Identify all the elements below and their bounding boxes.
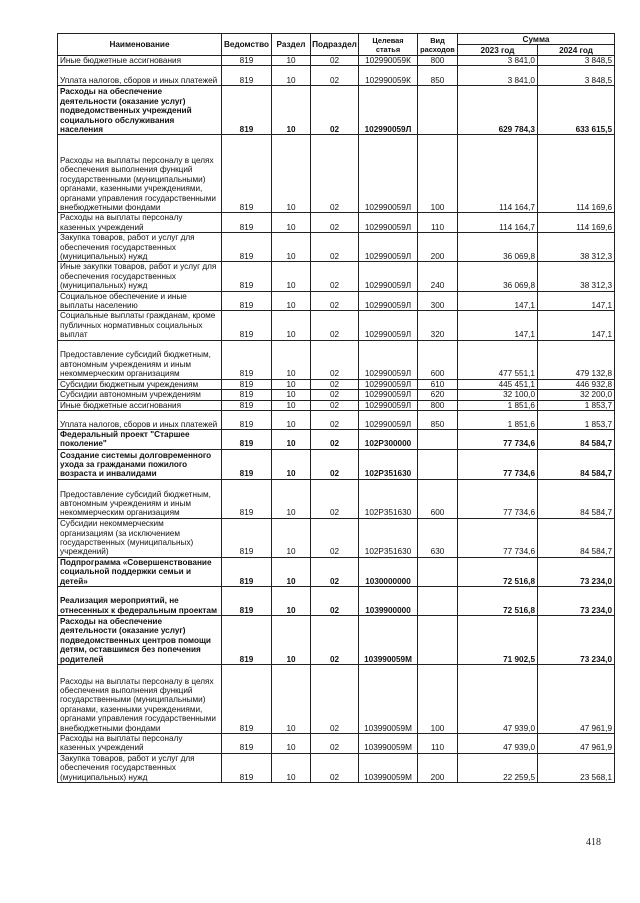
row-amount-2023: 114 164,7 — [458, 135, 538, 213]
row-name: Субсидии автономным учреждениям — [58, 390, 222, 400]
row-subsection: 02 — [311, 390, 359, 400]
table-row — [58, 664, 615, 733]
row-amount-2024: 84 584,7 — [538, 429, 615, 449]
table-row — [58, 66, 615, 86]
row-target: 103990059М — [359, 615, 418, 664]
row-name: Расходы на выплаты персоналу в целях обеспечения выполнения функций государственными (муниципальными) органами, казенными учреждениями, органами управления государственными внебюджетными фондами — [58, 664, 222, 733]
row-subsection: 02 — [311, 449, 359, 479]
row-amount-2023: 36 069,8 — [458, 262, 538, 291]
table-row — [58, 586, 615, 615]
row-amount-2024: 23 568,1 — [538, 753, 615, 782]
table-row — [58, 518, 615, 557]
row-expense-type: 200 — [418, 753, 458, 782]
row-expense-type: 110 — [418, 213, 458, 233]
row-amount-2023: 3 841,0 — [458, 56, 538, 66]
row-expense-type: 600 — [418, 340, 458, 379]
row-amount-2023: 114 164,7 — [458, 213, 538, 233]
row-expense-type — [418, 86, 458, 135]
row-expense-type — [418, 429, 458, 449]
row-name: Субсидии некоммерческим организациям (за исключением государственных (муниципальных) учреждений) — [58, 518, 222, 557]
row-target: 102990059Л — [359, 379, 418, 389]
row-section: 10 — [272, 66, 311, 86]
row-expense-type: 850 — [418, 66, 458, 86]
row-name: Реализация мероприятий, не отнесенных к федеральным проектам — [58, 586, 222, 615]
row-subsection: 02 — [311, 518, 359, 557]
row-name: Закупка товаров, работ и услуг для обеспечения государственных (муниципальных) нужд — [58, 753, 222, 782]
row-section: 10 — [272, 753, 311, 782]
row-amount-2024: 38 312,3 — [538, 233, 615, 262]
row-name: Иные закупки товаров, работ и услуг для обеспечения государственных (муниципальных) нужд — [58, 262, 222, 291]
header-amount: Сумма — [458, 34, 615, 45]
row-expense-type: 850 — [418, 410, 458, 429]
table-row — [58, 135, 615, 213]
table-row — [58, 429, 615, 449]
row-amount-2024: 73 234,0 — [538, 557, 615, 586]
row-department: 819 — [222, 518, 272, 557]
row-amount-2023: 72 516,8 — [458, 586, 538, 615]
row-name: Иные бюджетные ассигнования — [58, 56, 222, 66]
row-amount-2023: 77 734,6 — [458, 429, 538, 449]
budget-table — [57, 33, 615, 783]
row-amount-2023: 36 069,8 — [458, 233, 538, 262]
row-department: 819 — [222, 213, 272, 233]
row-name: Расходы на выплаты персоналу в целях обеспечения выполнения функций государственными (муниципальными) органами, казенными учреждениями, органами управления государственными внебюджетными фондами — [58, 135, 222, 213]
table-row — [58, 340, 615, 379]
row-target: 103990059М — [359, 753, 418, 782]
row-expense-type: 630 — [418, 518, 458, 557]
row-target: 102990059Л — [359, 86, 418, 135]
row-amount-2023: 3 841,0 — [458, 66, 538, 86]
row-expense-type: 240 — [418, 262, 458, 291]
table-row — [58, 262, 615, 291]
row-subsection: 02 — [311, 664, 359, 733]
row-section: 10 — [272, 379, 311, 389]
row-target: 102P351630 — [359, 518, 418, 557]
table-row — [58, 615, 615, 664]
row-expense-type: 200 — [418, 233, 458, 262]
table-row — [58, 390, 615, 400]
row-subsection: 02 — [311, 753, 359, 782]
table-row — [58, 733, 615, 753]
row-department: 819 — [222, 733, 272, 753]
table-row — [58, 213, 615, 233]
row-name: Федеральный проект "Старшее поколение" — [58, 429, 222, 449]
row-amount-2023: 77 734,6 — [458, 479, 538, 518]
row-section: 10 — [272, 586, 311, 615]
row-amount-2023: 77 734,6 — [458, 518, 538, 557]
table-body — [58, 56, 615, 783]
row-expense-type: 100 — [418, 135, 458, 213]
row-subsection: 02 — [311, 213, 359, 233]
row-amount-2024: 73 234,0 — [538, 586, 615, 615]
row-subsection: 02 — [311, 379, 359, 389]
header-target: Целевая статья — [359, 34, 418, 56]
row-amount-2024: 73 234,0 — [538, 615, 615, 664]
row-section: 10 — [272, 262, 311, 291]
row-target: 102990059Л — [359, 262, 418, 291]
table-row — [58, 311, 615, 340]
row-expense-type: 800 — [418, 56, 458, 66]
row-section: 10 — [272, 311, 311, 340]
row-target: 102990059Л — [359, 311, 418, 340]
row-name: Предоставление субсидий бюджетным, автономным учреждениям и иным некоммерческим организациям — [58, 340, 222, 379]
row-department: 819 — [222, 66, 272, 86]
row-expense-type: 800 — [418, 400, 458, 410]
row-expense-type: 300 — [418, 291, 458, 311]
row-subsection: 02 — [311, 615, 359, 664]
row-name: Иные бюджетные ассигнования — [58, 400, 222, 410]
row-target: 1030000000 — [359, 557, 418, 586]
page-number: 418 — [586, 837, 601, 848]
row-name: Субсидии бюджетным учреждениям — [58, 379, 222, 389]
row-subsection: 02 — [311, 135, 359, 213]
row-target: 102990059Л — [359, 340, 418, 379]
row-expense-type: 100 — [418, 664, 458, 733]
row-amount-2024: 446 932,8 — [538, 379, 615, 389]
row-target: 102990059Л — [359, 390, 418, 400]
row-target: 103990059М — [359, 664, 418, 733]
row-subsection: 02 — [311, 586, 359, 615]
row-subsection: 02 — [311, 86, 359, 135]
table-row — [58, 56, 615, 66]
table-row — [58, 400, 615, 410]
row-section: 10 — [272, 410, 311, 429]
row-amount-2023: 147,1 — [458, 311, 538, 340]
row-subsection: 02 — [311, 291, 359, 311]
row-section: 10 — [272, 557, 311, 586]
row-expense-type — [418, 615, 458, 664]
row-department: 819 — [222, 135, 272, 213]
row-section: 10 — [272, 390, 311, 400]
row-section: 10 — [272, 56, 311, 66]
row-department: 819 — [222, 410, 272, 429]
row-target: 102P351630 — [359, 479, 418, 518]
row-name: Предоставление субсидий бюджетным, автономным учреждениям и иным некоммерческим организациям — [58, 479, 222, 518]
row-target: 102P351630 — [359, 449, 418, 479]
row-section: 10 — [272, 86, 311, 135]
row-section: 10 — [272, 429, 311, 449]
row-section: 10 — [272, 233, 311, 262]
table-row — [58, 291, 615, 311]
table-header — [58, 34, 615, 56]
row-name: Расходы на обеспечение деятельности (оказание услуг) подведомственных центров помощи детям, оставшимся без попечения родителей — [58, 615, 222, 664]
row-target: 102P300000 — [359, 429, 418, 449]
row-expense-type — [418, 586, 458, 615]
row-department: 819 — [222, 379, 272, 389]
row-target: 102990059К — [359, 66, 418, 86]
table-row — [58, 753, 615, 782]
row-amount-2023: 72 516,8 — [458, 557, 538, 586]
table-row — [58, 86, 615, 135]
row-amount-2024: 1 853,7 — [538, 400, 615, 410]
row-section: 10 — [272, 340, 311, 379]
row-subsection: 02 — [311, 262, 359, 291]
header-subsection: Подраздел — [311, 34, 359, 56]
row-expense-type: 320 — [418, 311, 458, 340]
row-department: 819 — [222, 86, 272, 135]
row-amount-2024: 84 584,7 — [538, 518, 615, 557]
row-amount-2024: 3 848,5 — [538, 56, 615, 66]
row-department: 819 — [222, 56, 272, 66]
row-expense-type: 620 — [418, 390, 458, 400]
row-amount-2024: 84 584,7 — [538, 449, 615, 479]
row-subsection: 02 — [311, 66, 359, 86]
row-section: 10 — [272, 733, 311, 753]
row-amount-2023: 47 939,0 — [458, 733, 538, 753]
row-amount-2023: 47 939,0 — [458, 664, 538, 733]
row-amount-2024: 114 169,6 — [538, 213, 615, 233]
row-amount-2024: 38 312,3 — [538, 262, 615, 291]
row-target: 102990059Л — [359, 213, 418, 233]
row-expense-type — [418, 449, 458, 479]
row-department: 819 — [222, 586, 272, 615]
table-row — [58, 379, 615, 389]
row-name: Создание системы долговременного ухода за гражданами пожилого возраста и инвалидами — [58, 449, 222, 479]
row-target: 102990059Л — [359, 400, 418, 410]
row-target: 102990059Л — [359, 135, 418, 213]
row-amount-2024: 114 169,6 — [538, 135, 615, 213]
row-subsection: 02 — [311, 233, 359, 262]
row-subsection: 02 — [311, 340, 359, 379]
row-section: 10 — [272, 664, 311, 733]
row-department: 819 — [222, 429, 272, 449]
row-target: 102990059Л — [359, 291, 418, 311]
row-department: 819 — [222, 340, 272, 379]
row-target: 102990059К — [359, 56, 418, 66]
row-name: Уплата налогов, сборов и иных платежей — [58, 66, 222, 86]
row-name: Социальные выплаты гражданам, кроме публичных нормативных социальных выплат — [58, 311, 222, 340]
table-row — [58, 449, 615, 479]
table-row — [58, 233, 615, 262]
row-name: Уплата налогов, сборов и иных платежей — [58, 410, 222, 429]
row-target: 102990059Л — [359, 233, 418, 262]
row-expense-type: 600 — [418, 479, 458, 518]
row-subsection: 02 — [311, 311, 359, 340]
row-name: Расходы на выплаты персоналу казенных учреждений — [58, 733, 222, 753]
row-amount-2024: 3 848,5 — [538, 66, 615, 86]
row-department: 819 — [222, 664, 272, 733]
row-department: 819 — [222, 311, 272, 340]
row-section: 10 — [272, 615, 311, 664]
row-amount-2023: 32 100,0 — [458, 390, 538, 400]
row-section: 10 — [272, 449, 311, 479]
row-name: Расходы на выплаты персоналу казенных учреждений — [58, 213, 222, 233]
header-department: Ведомство — [222, 34, 272, 56]
header-name: Наименование — [58, 34, 222, 56]
row-name: Расходы на обеспечение деятельности (оказание услуг) подведомственных учреждений социального обслуживания населения — [58, 86, 222, 135]
row-amount-2023: 477 551,1 — [458, 340, 538, 379]
row-department: 819 — [222, 753, 272, 782]
row-expense-type: 110 — [418, 733, 458, 753]
row-section: 10 — [272, 213, 311, 233]
row-amount-2023: 77 734,6 — [458, 449, 538, 479]
row-amount-2023: 445 451,1 — [458, 379, 538, 389]
row-expense-type: 610 — [418, 379, 458, 389]
row-amount-2023: 22 259,5 — [458, 753, 538, 782]
row-section: 10 — [272, 291, 311, 311]
row-amount-2023: 1 851,6 — [458, 410, 538, 429]
row-amount-2023: 1 851,6 — [458, 400, 538, 410]
row-amount-2024: 147,1 — [538, 291, 615, 311]
header-year-2023: 2023 год — [458, 45, 538, 56]
table-row — [58, 410, 615, 429]
row-subsection: 02 — [311, 56, 359, 66]
header-expense-type: Вид расходов — [418, 34, 458, 56]
row-amount-2023: 71 902,5 — [458, 615, 538, 664]
row-section: 10 — [272, 135, 311, 213]
row-department: 819 — [222, 400, 272, 410]
row-department: 819 — [222, 291, 272, 311]
row-name: Социальное обеспечение и иные выплаты населению — [58, 291, 222, 311]
row-department: 819 — [222, 479, 272, 518]
row-amount-2023: 629 784,3 — [458, 86, 538, 135]
row-amount-2024: 47 961,9 — [538, 664, 615, 733]
table-row — [58, 557, 615, 586]
header-year-2024: 2024 год — [538, 45, 615, 56]
row-target: 1039900000 — [359, 586, 418, 615]
row-target: 103990059М — [359, 733, 418, 753]
row-amount-2024: 84 584,7 — [538, 479, 615, 518]
row-department: 819 — [222, 449, 272, 479]
row-subsection: 02 — [311, 429, 359, 449]
row-target: 102990059Л — [359, 410, 418, 429]
row-amount-2024: 479 132,8 — [538, 340, 615, 379]
row-department: 819 — [222, 262, 272, 291]
row-amount-2024: 1 853,7 — [538, 410, 615, 429]
table-row — [58, 479, 615, 518]
row-amount-2024: 32 200,0 — [538, 390, 615, 400]
row-subsection: 02 — [311, 410, 359, 429]
row-name: Закупка товаров, работ и услуг для обеспечения государственных (муниципальных) нужд — [58, 233, 222, 262]
row-subsection: 02 — [311, 733, 359, 753]
row-section: 10 — [272, 479, 311, 518]
row-amount-2024: 47 961,9 — [538, 733, 615, 753]
row-amount-2024: 147,1 — [538, 311, 615, 340]
row-expense-type — [418, 557, 458, 586]
row-department: 819 — [222, 390, 272, 400]
row-department: 819 — [222, 233, 272, 262]
row-section: 10 — [272, 518, 311, 557]
row-name: Подпрограмма «Совершенствование социальной поддержки семьи и детей» — [58, 557, 222, 586]
header-section: Раздел — [272, 34, 311, 56]
row-subsection: 02 — [311, 557, 359, 586]
row-department: 819 — [222, 615, 272, 664]
row-amount-2023: 147,1 — [458, 291, 538, 311]
row-subsection: 02 — [311, 479, 359, 518]
row-subsection: 02 — [311, 400, 359, 410]
row-amount-2024: 633 615,5 — [538, 86, 615, 135]
row-department: 819 — [222, 557, 272, 586]
row-section: 10 — [272, 400, 311, 410]
